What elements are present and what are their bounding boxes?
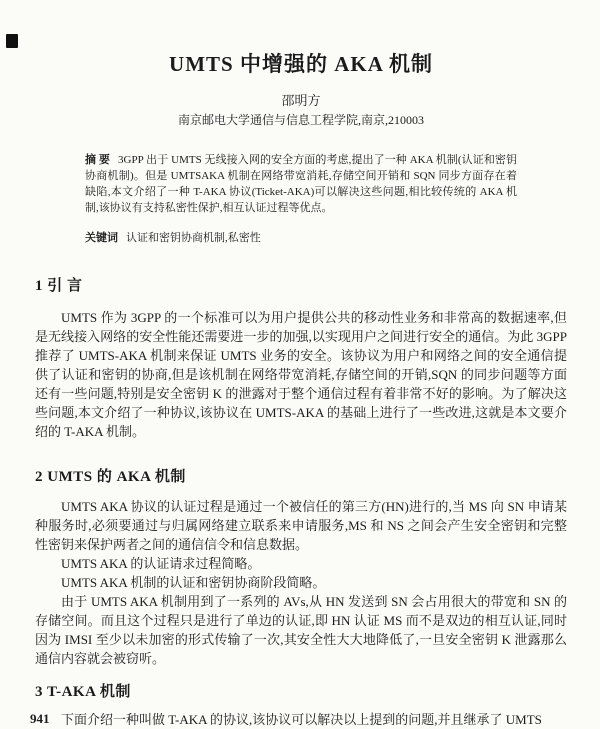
section-2-paragraph-3: UMTS AKA 机制的认证和密钥协商阶段简略。 — [61, 575, 326, 590]
paper-title: UMTS 中增强的 AKA 机制 — [169, 52, 433, 76]
section-2-paragraph-1: UMTS AKA 协议的认证过程是通过一个被信任的第三方(HN)进行的,当 MS 向 SN 申请某种服务时,必须要通过与归属网络建立联系来申请服务,MS 和 NS 之间会产生安全密钥和完整性密钥来保护两者之间的通信信令和信息数据。 — [35, 499, 567, 552]
section-2-paragraph-4: 由于 UMTS AKA 机制用到了一系列的 AVs,从 HN 发送到 SN 会占用很大的带宽和 SN 的存储空间。而且这个过程只是进行了单边的认证,即 HN 认证 MS 而不是双边的相互认证,同时因为 IMSI 至少以未加密的形式传输了一次,其安全性大大地降低了,一旦安全密钥 K 泄露那么通信内容就会被窃听。 — [35, 594, 567, 666]
keywords-block — [85, 230, 517, 246]
scan-artifact — [6, 34, 18, 48]
abstract-block — [85, 152, 517, 216]
keywords-text: 认证和密钥协商机制,私密性 — [126, 232, 261, 244]
abstract-text: 3GPP 出于 UMTS 无线接入网的安全方面的考虑,提出了一种 AKA 机制(认证和密钥协商机制)。但是 UMTSAKA 机制在网络带宽消耗,存储空间开销和 SQN 同步方面存在着缺陷,本文介绍了一种 T-AKA 协议(Ticket-AKA)可以解决这些问题,相比较传统的 AKA 机制,该协议有支持私密性保护,相互认证过程等优点。 — [85, 154, 518, 214]
section-3-heading: 3 T-AKA 机制 — [35, 684, 131, 700]
section-3-paragraph-1: 下面介绍一种叫做 T-AKA 的协议,该协议可以解决以上提到的问题,并且继承了 UMTS — [61, 712, 542, 727]
section-2-paragraph-2: UMTS AKA 的认证请求过程简略。 — [61, 556, 261, 571]
page-number: 941 — [30, 711, 50, 726]
section-1-heading: 1 引 言 — [35, 278, 83, 294]
abstract-label: 摘 要 — [85, 154, 111, 166]
section-1-paragraph-1: UMTS 作为 3GPP 的一个标准可以为用户提供公共的移动性业务和非常高的数据速率,但是无线接入网络的安全性能还需要进一步的加强,以实现用户之间进行安全的通信。为此 3GPP 推荐了 UMTS-AKA 机制来保证 UMTS 业务的安全。该协议为用户和网络之间的安全通信提供了认证和密钥的协商,但是该机制在网络带宽消耗,存储空间的开销,SQN 的同步问题等方面还有一些问题,特别是安全密钥 K 的泄露对于整个通信过程有着非常不好的影响。为了解决这些问题,本文介绍了一种协议,该协议在 UMTS-AKA 的基础上进行了一些改进,这就是本文要介绍的 T-AKA 机制。 — [35, 310, 567, 439]
section-2-heading: 2 UMTS 的 AKA 机制 — [35, 469, 186, 485]
author-name: 邵明方 — [281, 93, 321, 108]
author-affiliation: 南京邮电大学通信与信息工程学院,南京,210003 — [177, 113, 424, 127]
keywords-label: 关键词 — [85, 232, 118, 244]
